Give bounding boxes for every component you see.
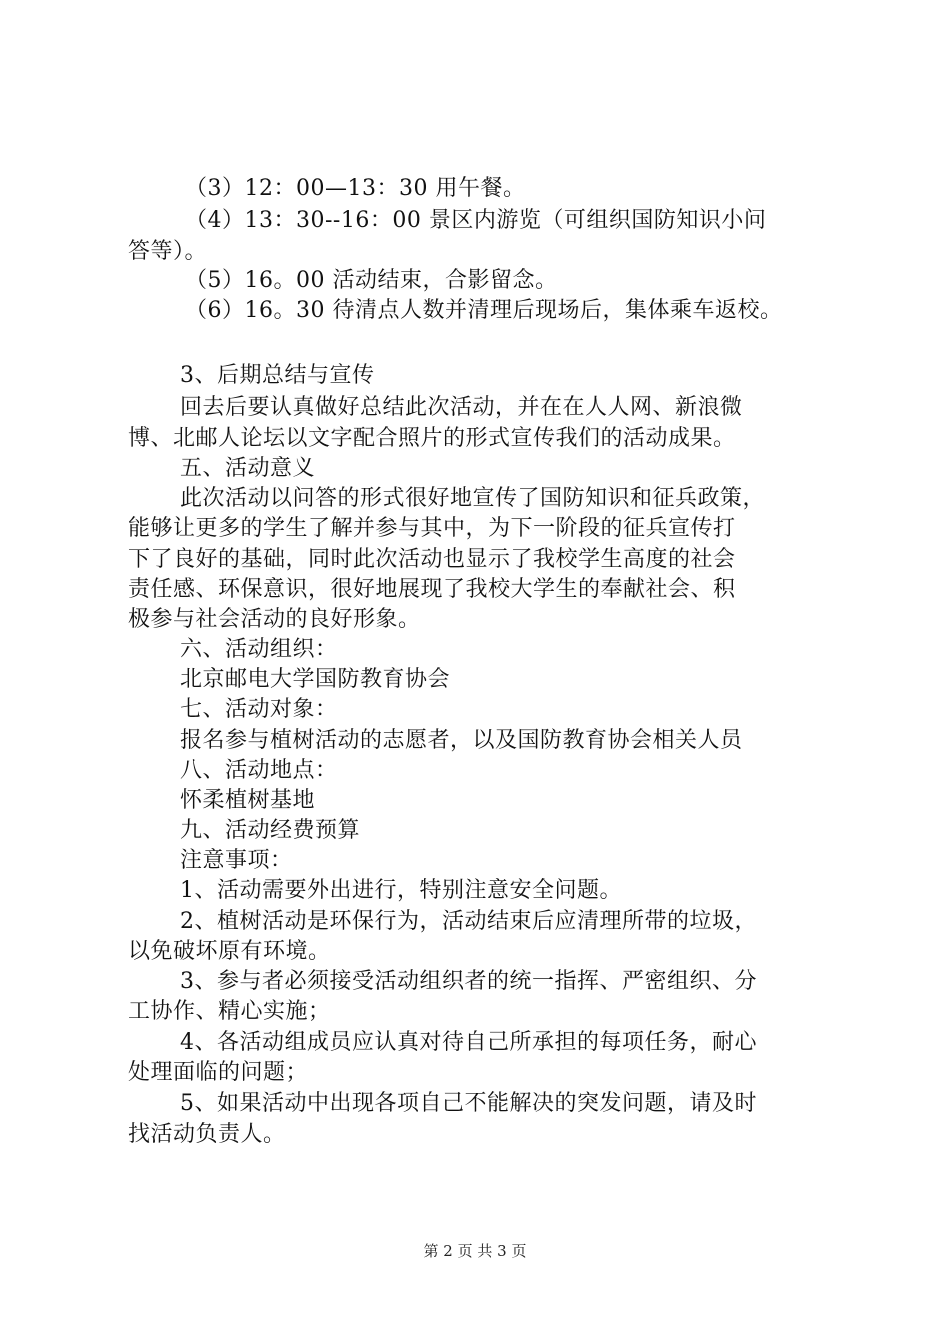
participants-text: 报名参与植树活动的志愿者，以及国防教育协会相关人员: [180, 728, 743, 753]
paragraph-significance: 此次活动以问答的形式很好地宣传了国防知识和征兵政策，: [180, 486, 766, 511]
note-item-2: 2、植树活动是环保行为，活动结束后应清理所带的垃圾，: [180, 909, 757, 934]
paragraph-summary: 回去后要认真做好总结此次活动，并在在人人网、新浪微: [180, 395, 743, 420]
note-item-2-cont: 以免破坏原有环境。: [128, 939, 331, 964]
section-heading-participants: 七、活动对象：: [180, 697, 338, 722]
schedule-item-4: （4）13：30--16：00 景区内游览（可组织国防知识小问: [185, 208, 767, 233]
section-heading-notes: 注意事项：: [180, 848, 293, 873]
note-item-3-cont: 工协作、精心实施；: [128, 999, 331, 1024]
organizer-name: 北京邮电大学国防教育协会: [180, 667, 451, 692]
note-item-5-cont: 找活动负责人。: [128, 1122, 286, 1147]
section-heading-significance: 五、活动意义: [180, 456, 316, 481]
note-item-5: 5、如果活动中出现各项自己不能解决的突发问题，请及时: [180, 1091, 757, 1116]
section-heading-location: 八、活动地点：: [180, 758, 338, 783]
location-text: 怀柔植树基地: [180, 788, 316, 813]
note-item-4: 4、各活动组成员应认真对待自己所承担的每项任务，耐心: [180, 1030, 757, 1055]
schedule-item-3: （3）12：00—13：30 用午餐。: [185, 176, 526, 201]
schedule-item-6: （6）16。30 待清点人数并清理后现场后，集体乘车返校。: [185, 298, 783, 323]
paragraph-significance-cont-2: 下了良好的基础，同时此次活动也显示了我校学生高度的社会: [128, 547, 736, 572]
section-heading-budget: 九、活动经费预算: [180, 818, 361, 843]
paragraph-significance-cont-1: 能够让更多的学生了解并参与其中，为下一阶段的征兵宣传打: [128, 516, 736, 541]
paragraph-significance-cont-3: 责任感、环保意识，很好地展现了我校大学生的奉献社会、积: [128, 577, 736, 602]
paragraph-significance-cont-4: 极参与社会活动的良好形象。: [128, 607, 421, 632]
section-heading-summary: 3、后期总结与宣传: [180, 363, 375, 388]
section-heading-organizer: 六、活动组织：: [180, 637, 338, 662]
page-footer: 第 2 页 共 3 页: [423, 1242, 527, 1260]
note-item-1: 1、活动需要外出进行，特别注意安全问题。: [180, 878, 622, 903]
note-item-4-cont: 处理面临的问题；: [128, 1060, 309, 1085]
note-item-3: 3、参与者必须接受活动组织者的统一指挥、严密组织、分: [180, 969, 757, 994]
schedule-item-4-cont: 答等）。: [128, 239, 208, 264]
schedule-item-5: （5）16。00 活动结束，合影留念。: [185, 268, 558, 293]
paragraph-summary-cont: 博、北邮人论坛以文字配合照片的形式宣传我们的活动成果。: [128, 426, 736, 451]
